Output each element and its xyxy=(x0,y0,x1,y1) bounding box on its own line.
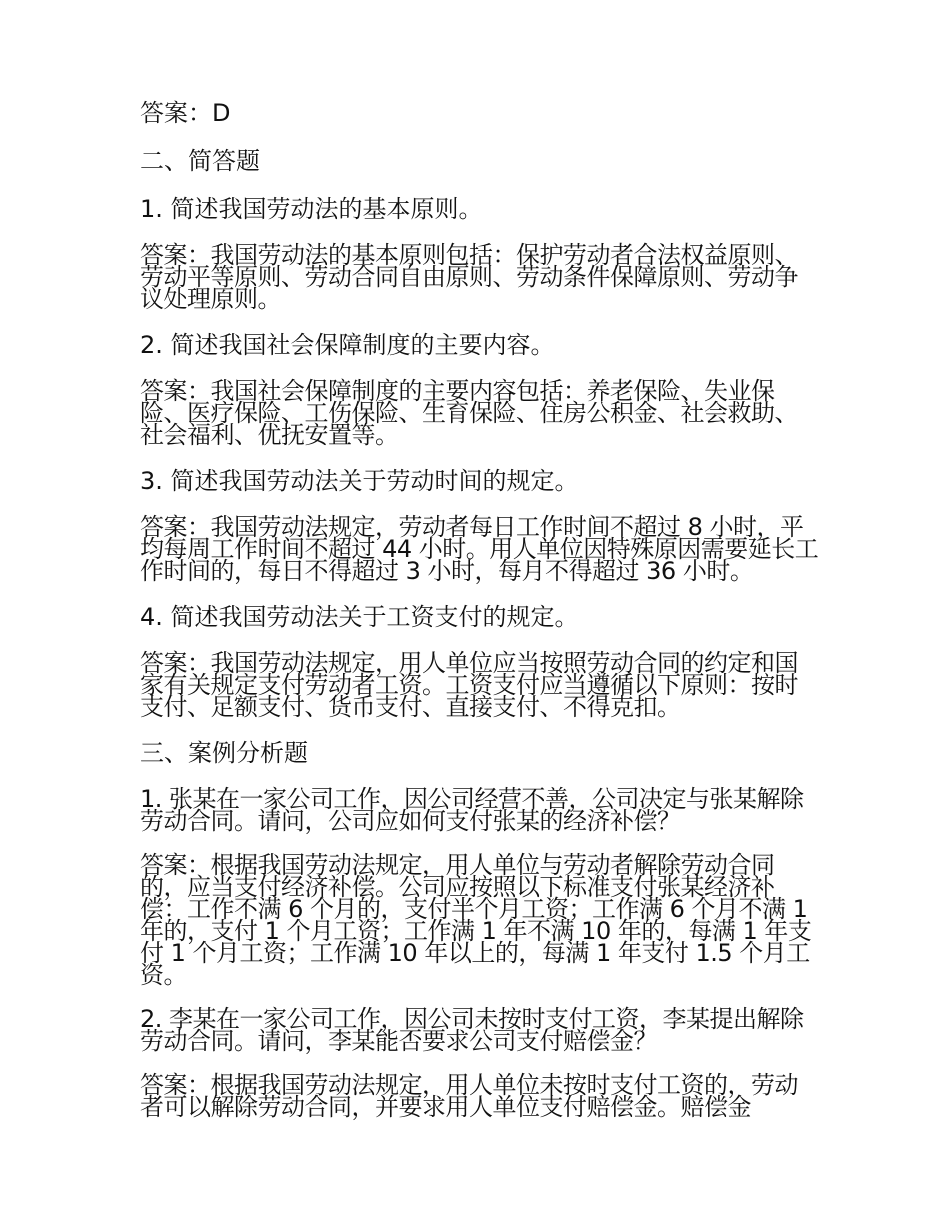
case-question-1: 1. 张某在一家公司工作，因公司经营不善，公司决定与张某解除劳动合同。请问，公司应如何支付张某的经济补偿？ xyxy=(140,785,804,835)
answer-2: 答案：我国社会保障制度的主要内容包括：养老保险、失业保险、医疗保险、工伤保险、生育保险、住房公积金、社会救助、社会福利、优抚安置等。 xyxy=(140,377,798,449)
section-title-case-analysis: 三、案例分析题 xyxy=(140,739,308,767)
answer-3: 答案：我国劳动法规定，劳动者每日工作时间不超过 8 小时，平均每周工作时间不超过 44 小时。用人单位因特殊原因需要延长工作时间的，每日不得超过 3 小时，每月不得超过 36 小时。 xyxy=(140,513,819,585)
section-title-short-answer: 二、简答题 xyxy=(140,147,260,175)
answer-line: 答案：D xyxy=(140,99,231,127)
case-answer-2: 答案：根据我国劳动法规定，用人单位未按时支付工资的，劳动者可以解除劳动合同，并要求用人单位支付赔偿金。赔偿金 xyxy=(140,1071,798,1121)
question-1: 1. 简述我国劳动法的基本原则。 xyxy=(140,195,483,223)
question-4: 4. 简述我国劳动法关于工资支付的规定。 xyxy=(140,603,579,631)
answer-1: 答案：我国劳动法的基本原则包括：保护劳动者合法权益原则、劳动平等原则、劳动合同自由原则、劳动条件保障原则、劳动争议处理原则。 xyxy=(140,241,798,313)
document-page xyxy=(140,100,820,1140)
question-2: 2. 简述我国社会保障制度的主要内容。 xyxy=(140,331,555,359)
case-answer-1: 答案：根据我国劳动法规定，用人单位与劳动者解除劳动合同的，应当支付经济补偿。公司应按照以下标准支付张某经济补偿：工作不满 6 个月的，支付半个月工资；工作满 6 个月不满 1 年的，支付 1 个月工资；工作满 1 年不满 10 年的，每满 1 年支付 1 个月工资；工作满 10 年以上的，每满 1 年支付 1.5 个月工资。 xyxy=(140,851,812,989)
answer-4: 答案：我国劳动法规定，用人单位应当按照劳动合同的约定和国家有关规定支付劳动者工资。工资支付应当遵循以下原则：按时支付、足额支付、货币支付、直接支付、不得克扣。 xyxy=(140,649,798,721)
case-question-2: 2. 李某在一家公司工作，因公司未按时支付工资，李某提出解除劳动合同。请问，李某能否要求公司支付赔偿金？ xyxy=(140,1005,804,1055)
question-3: 3. 简述我国劳动法关于劳动时间的规定。 xyxy=(140,467,579,495)
